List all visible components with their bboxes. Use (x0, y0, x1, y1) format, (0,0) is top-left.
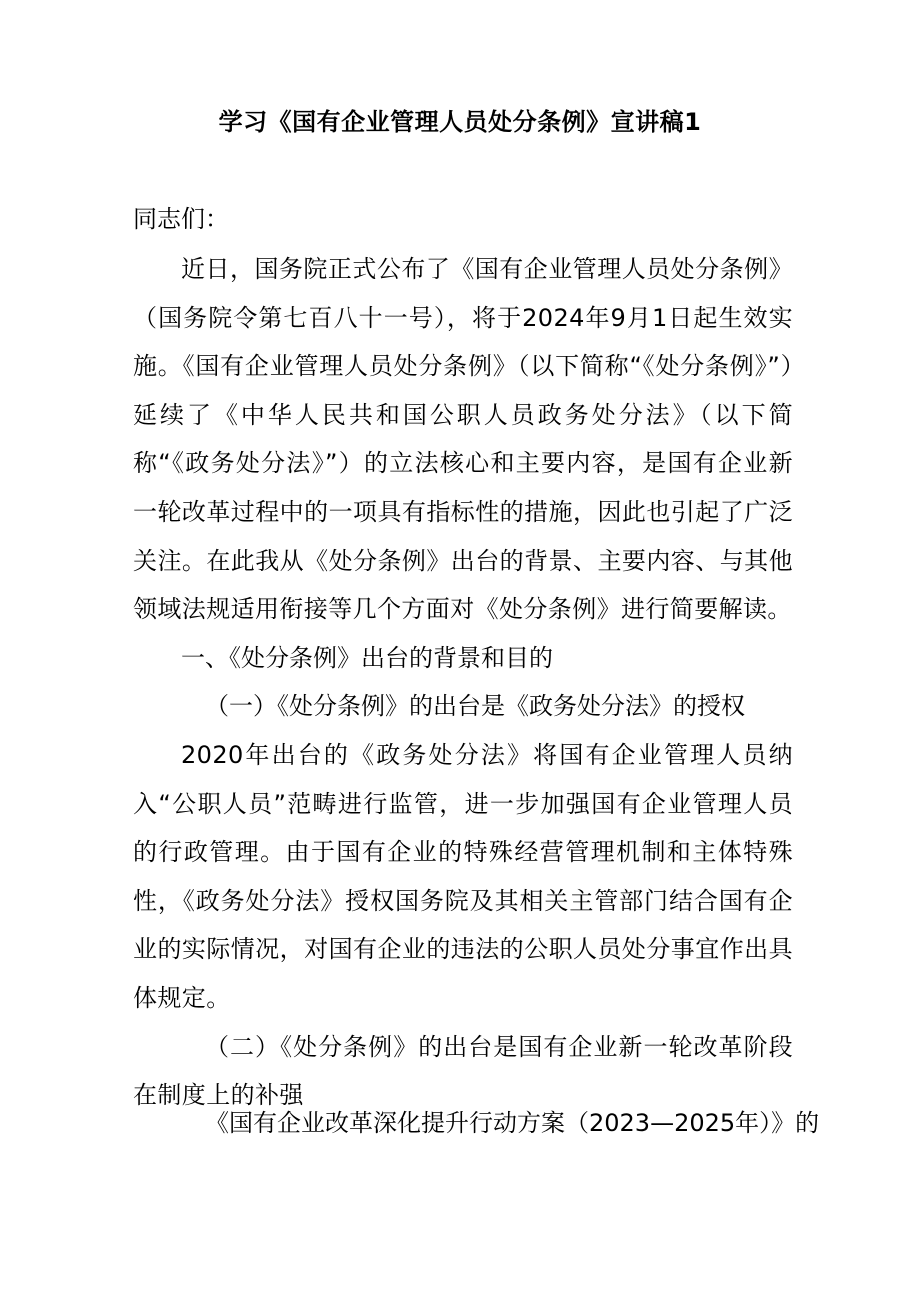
intro-paragraph: 近日，国务院正式公布了《国有企业管理人员处分条例》（国务院令第七百八十一号），将于2024年9月1日起生效实施。《国有企业管理人员处分条例》（以下简称“《处分条例》”）延续了《中华人民共和国公职人员政务处分法》（以下简称“《政务处分法》”）的立法核心和主要内容，是国有企业新一轮改革过程中的一项具有指标性的措施，因此也引起了广泛关注。在此我从《处分条例》出台的背景、主要内容、与其他领域法规适用衔接等几个方面对《处分条例》进行简要解读。 (133, 255, 793, 624)
greeting: 同志们： (133, 205, 229, 233)
last-paragraph: 《国有企业改革深化提升行动方案（2023—2025年）》的 (205, 1109, 820, 1137)
sub-heading-2: （二）《处分条例》的出台是国有企业新一轮改革阶段在制度上的补强 (133, 1032, 793, 1110)
document-body (133, 245, 793, 1120)
sub-heading-1: （一）《处分条例》的出台是《政务处分法》的授权 (205, 692, 745, 721)
section-heading-1: 一、《处分条例》出台的背景和目的 (181, 643, 553, 672)
sub-paragraph-1: 2020年出台的《政务处分法》将国有企业管理人员纳入“公职人员”范畴进行监管，进一步加强国有企业管理人员的行政管理。由于国有企业的特殊经营管理机制和主体特殊性，《政务处分法》授权国务院及其相关主管部门结合国有企业的实际情况，对国有企业的违法的公职人员处分事宜作出具体规定。 (133, 740, 793, 1012)
document-title: 学习《国有企业管理人员处分条例》宣讲稿1 (218, 108, 702, 136)
